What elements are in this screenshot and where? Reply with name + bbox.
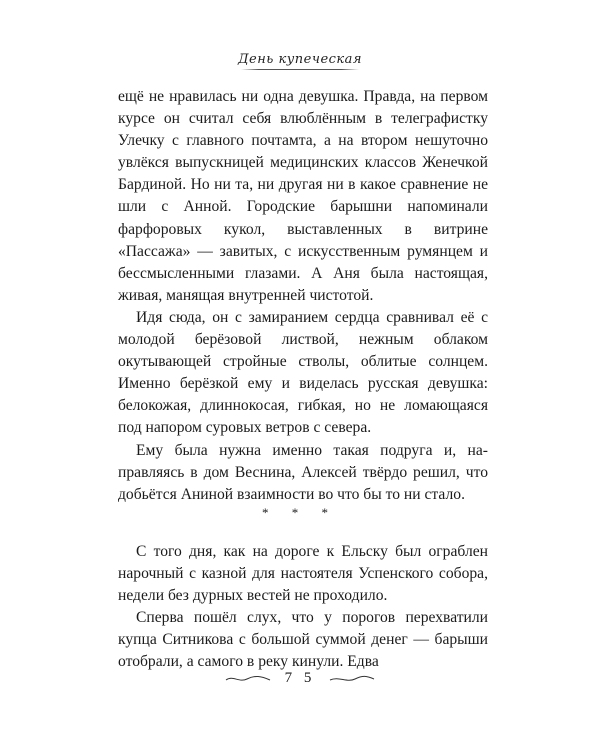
- running-head-rule: [241, 69, 359, 70]
- page-footer: [0, 670, 600, 687]
- running-head: [0, 52, 600, 70]
- section-separator: * * *: [262, 505, 338, 520]
- body-text-section-1: [118, 86, 488, 506]
- paragraph: Идя сюда, он с замиранием сердца сравнивал её с молодой берёзовой листвой, нежным облаком окутывающей стройные стволы, облитые солнцем. Именно берёзкой ему и виделась русская девушка: белокожая, длиннокосая, гибкая, но не ломающаяся под напором суровых ветров с севера.: [118, 308, 488, 437]
- paragraph: ещё не нравилась ни одна девушка. Правда, на первом курсе он считал себя влюблённым в телеграфистку Улечку с главного почтамта, а на втором нешуточно увлёкся выпускницей медицинских классов Женечкой Бардиной. Но ни та, ни другая ни в какое сравнение не шли с Анной. Городские барышни напоминали фарфоровых кукол, выставленных в витрине «Пассажа» — завитых, с искусственным румянцем и бессмысленными глазами. А Аня была настоящая, живая, манящая внутренней чистотой.: [118, 88, 488, 304]
- page-number: 7 5: [284, 670, 316, 686]
- paragraph: Ему была нужна именно такая подруга и, направляясь в дом Веснина, Алексей твёрдо решил, что добьётся Аниной взаимности во что бы то ни стало.: [118, 441, 488, 503]
- running-title: День купеческая: [237, 52, 363, 67]
- paragraph: Сперва пошёл слух, что у порогов перехватили купца Ситникова с большой суммой денег — барыши отобрали, а самого в реку кинули. Едва: [118, 609, 488, 671]
- right-ornament-icon: [329, 674, 375, 684]
- body-text-section-2: [118, 541, 488, 674]
- paragraph: С того дня, как на дороге к Ельску был ограблен нарочный с казной для настоятеля Успенского собора, недели без дурных вестей не проходило.: [118, 543, 488, 605]
- left-ornament-icon: [225, 674, 271, 684]
